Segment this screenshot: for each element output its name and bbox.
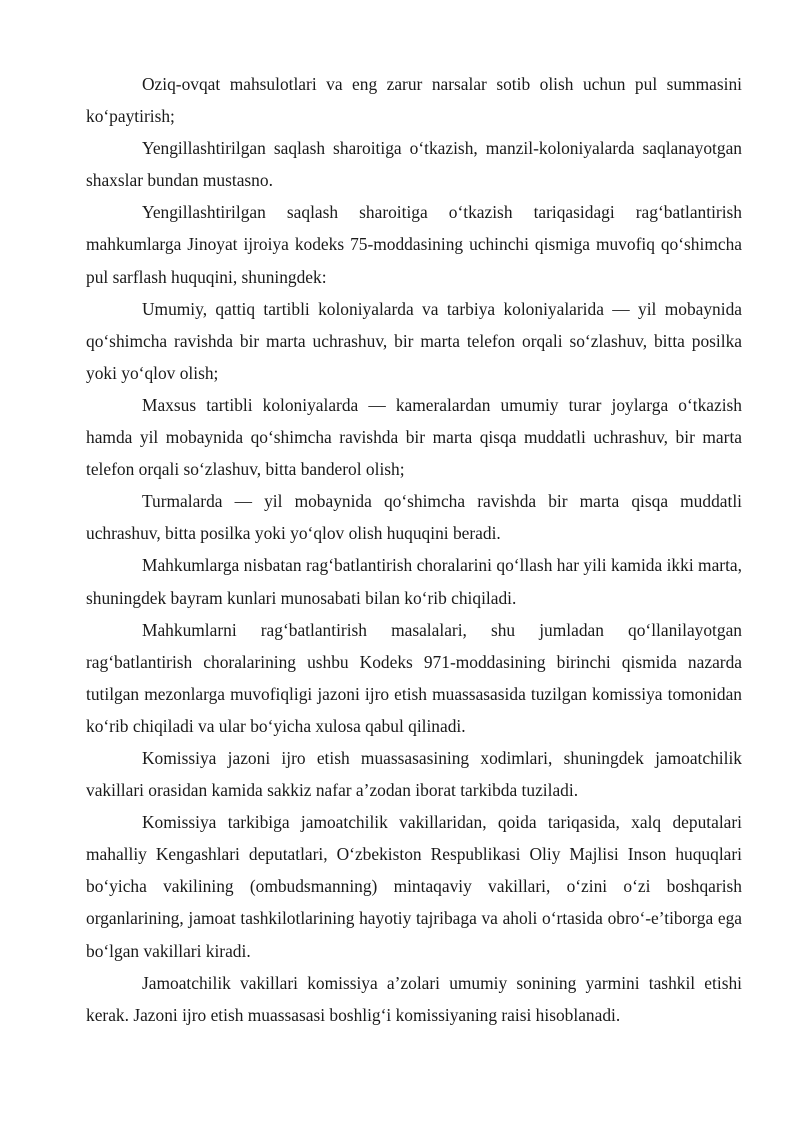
paragraph-11: Jamoatchilik vakillari komissiya a’zolari umumiy sonining yarmini tashkil etishi kerak. Jazoni ijro etish muassasasi boshlig‘i komissiyaning raisi hisoblanadi. (86, 972, 742, 1025)
paragraph-2: Yengillashtirilgan saqlash sharoitiga o‘tkazish, manzil-koloniyalarda saqlanayotgan shaxslar bundan mustasno. (86, 138, 742, 191)
paragraph-6: Turmalarda — yil mobaynida qo‘shimcha ravishda bir marta qisqa muddatli uchrashuv, bitta posilka yoki yo‘qlov olish huquqini beradi. (86, 491, 742, 544)
paragraph-4: Umumiy, qattiq tartibli koloniyalarda va tarbiya koloniyalarida — yil mobaynida qo‘shimcha ravishda bir marta uchrashuv, bir marta telefon orqali so‘zlashuv, bitta posilka yoki yo‘qlov olish; (86, 298, 742, 383)
paragraph-3: Yengillashtirilgan saqlash sharoitiga o‘tkazish tariqasidagi rag‘batlantirish mahkumlarga Jinoyat ijroiya kodeks 75-moddasining uchinchi qismiga muvofiq qo‘shimcha pul sarflash huquqini, shuningdek: (86, 202, 742, 287)
paragraph-1: Oziq-ovqat mahsulotlari va eng zarur narsalar sotib olish uchun pul summasini ko‘paytirish; (86, 74, 742, 127)
paragraph-7: Mahkumlarga nisbatan rag‘batlantirish choralarini qo‘llash har yili kamida ikki marta, shuningdek bayram kunlari munosabati bilan ko‘rib chiqiladi. (86, 555, 742, 608)
paragraph-5: Maxsus tartibli koloniyalarda — kameralardan umumiy turar joylarga o‘tkazish hamda yil mobaynida qo‘shimcha ravishda bir marta qisqa muddatli uchrashuv, bir marta telefon orqali so‘zlashuv, bitta banderol olish; (86, 394, 742, 480)
paragraph-9: Komissiya jazoni ijro etish muassasasining xodimlari, shuningdek jamoatchilik vakillari orasidan kamida sakkiz nafar a’zodan iborat tarkibda tuziladi. (86, 747, 742, 801)
document-page (86, 68, 742, 1031)
paragraph-8: Mahkumlarni rag‘batlantirish masalalari, shu jumladan qo‘llanilayotgan rag‘batlantirish choralarining ushbu Kodeks 971-moddasining birinchi qismida nazarda tutilgan mezonlarga muvofiqligi jazoni ijro etish muassasasida tuzilgan komissiya tomonidan ko‘rib chiqiladi va ular bo‘yicha xulosa qabul qilinadi. (86, 619, 742, 736)
paragraph-10: Komissiya tarkibiga jamoatchilik vakillaridan, qoida tariqasida, xalq deputalari mahalliy Kengashlari deputatlari, O‘zbekiston Respublikasi Oliy Majlisi Inson huquqlari bo‘yicha vakilining (ombudsmanning) mintaqaviy vakillari, o‘zini o‘zi boshqarish organlarining, jamoat tashkilotlarining hayotiy tajribaga va aholi o‘rtasida obro‘-e’tiborga ega bo‘lgan vakillari kiradi. (86, 812, 742, 961)
